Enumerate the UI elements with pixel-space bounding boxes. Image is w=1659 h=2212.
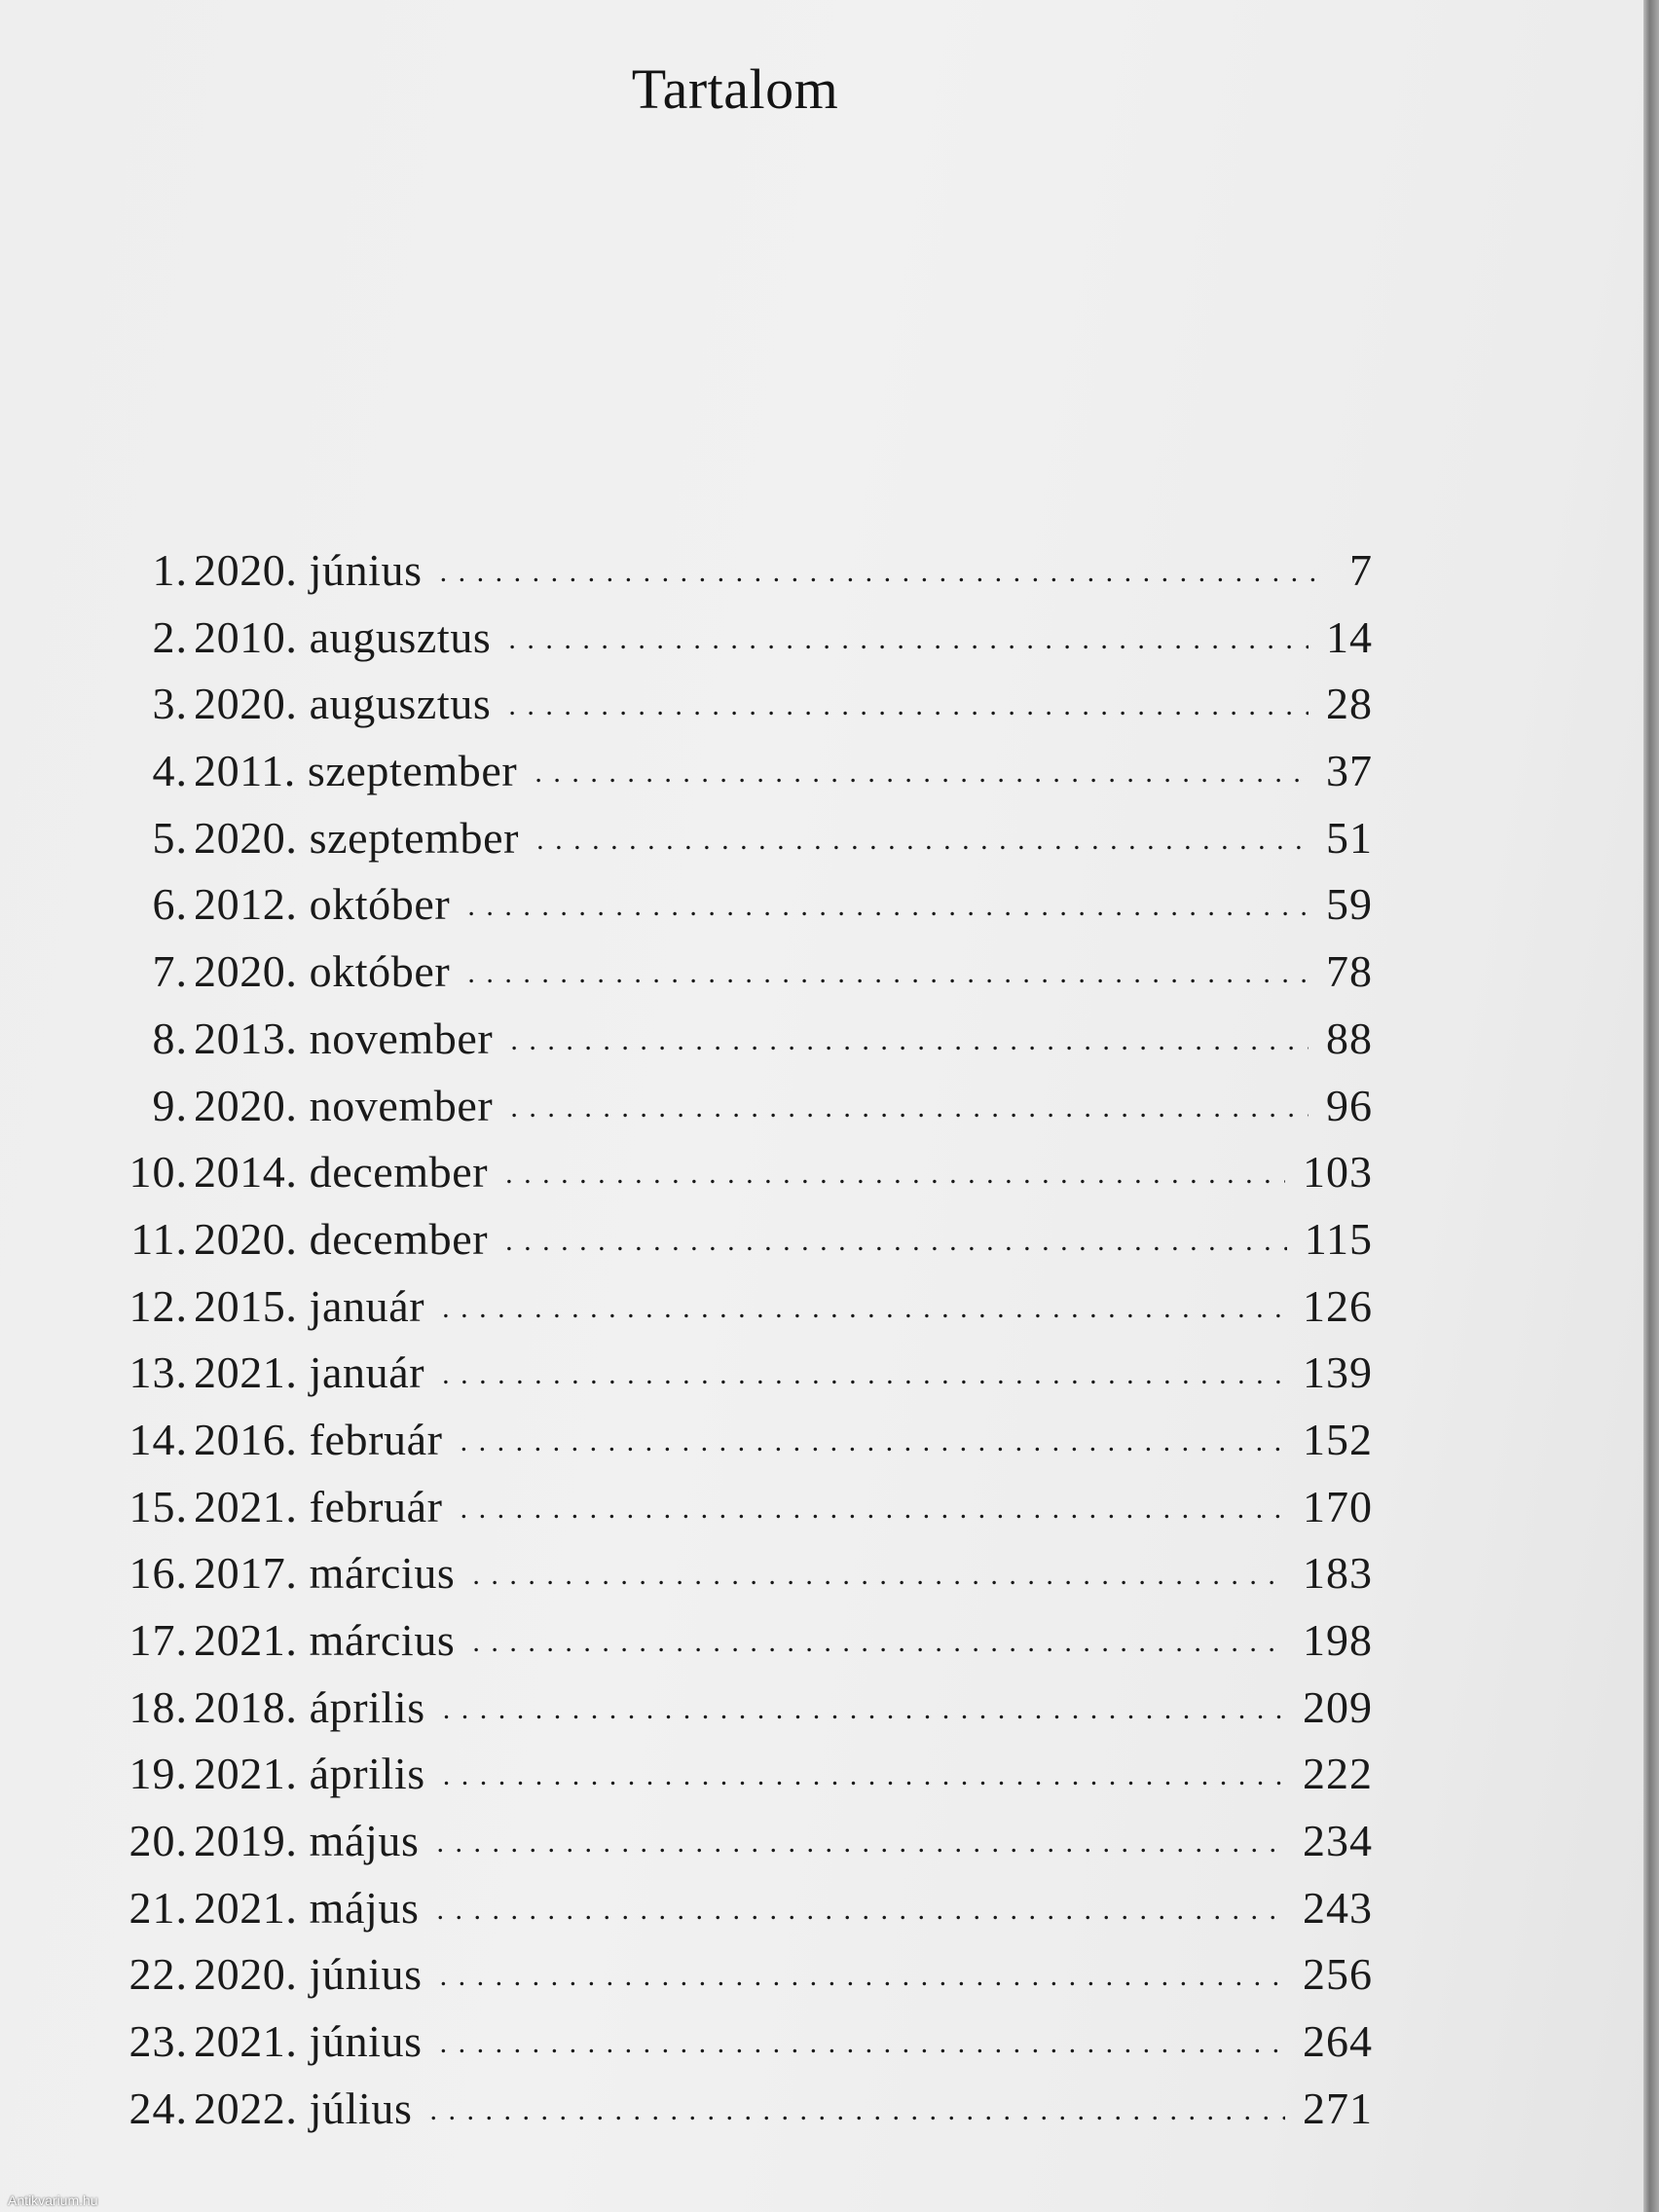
- entry-page-number: 115: [1304, 1213, 1373, 1264]
- dot-leader: [436, 1804, 1285, 1877]
- dot-leader: [443, 1737, 1285, 1810]
- page-edge-shadow: [1643, 0, 1659, 2212]
- entry-number: 4.: [152, 746, 188, 796]
- entry-title: 2021. március: [194, 1615, 456, 1665]
- entry-page-number: 78: [1326, 946, 1373, 997]
- entry-page-number: 51: [1326, 812, 1373, 863]
- dot-leader: [443, 1671, 1285, 1744]
- dot-leader: [442, 1336, 1285, 1409]
- entry-page-number: 183: [1303, 1548, 1373, 1599]
- entry-title: 2020. november: [194, 1080, 494, 1130]
- entry-page-number: 152: [1303, 1414, 1373, 1464]
- entry-number: 21.: [129, 1882, 188, 1933]
- entry-number: 19.: [129, 1749, 188, 1799]
- toc-entry: [122, 805, 1373, 872]
- entry-page-number: 222: [1303, 1749, 1373, 1799]
- entry-number: 6.: [152, 879, 188, 930]
- entry-title: 2021. február: [194, 1481, 443, 1531]
- toc-entry: [122, 1941, 1373, 2009]
- entry-title: 2020. szeptember: [194, 812, 520, 863]
- entry-page-number: 59: [1326, 879, 1373, 930]
- dot-leader: [429, 2072, 1285, 2145]
- entry-title: 2020. október: [194, 946, 451, 997]
- entry-title: 2020. augusztus: [194, 679, 492, 729]
- toc-entry: [122, 2009, 1373, 2076]
- entry-number: 15.: [129, 1481, 188, 1531]
- entry-title: 2020. június: [194, 1949, 423, 2000]
- entry-title: 2020. december: [194, 1213, 489, 1264]
- toc-entry: [122, 1540, 1373, 1607]
- entry-number: 14.: [129, 1414, 188, 1464]
- entry-title: 2014. december: [194, 1147, 489, 1198]
- entry-number: 5.: [152, 812, 188, 863]
- dot-leader: [510, 1069, 1309, 1142]
- dot-leader: [467, 935, 1309, 1008]
- entry-title: 2020. június: [194, 545, 423, 595]
- entry-title: 2021. június: [194, 2016, 423, 2067]
- toc-entry: [122, 1607, 1373, 1675]
- entry-title: 2012. október: [194, 879, 451, 930]
- entry-page-number: 28: [1326, 679, 1373, 729]
- entry-title: 2021. május: [194, 1882, 420, 1933]
- entry-number: 7.: [152, 946, 188, 997]
- entry-title: 2011. szeptember: [194, 746, 518, 796]
- entry-number: 23.: [129, 2016, 188, 2067]
- entry-page-number: 256: [1303, 1949, 1373, 2000]
- toc-entry: [122, 939, 1373, 1006]
- entry-page-number: 209: [1303, 1681, 1373, 1732]
- entry-page-number: 103: [1303, 1147, 1373, 1198]
- entry-page-number: 126: [1303, 1280, 1373, 1331]
- entry-number: 17.: [129, 1615, 188, 1665]
- entry-page-number: 139: [1303, 1347, 1373, 1398]
- toc-entry: [122, 1006, 1373, 1073]
- watermark: Antikvarium.hu: [8, 2193, 98, 2208]
- toc-entry: [122, 738, 1373, 805]
- entry-title: 2018. április: [194, 1681, 425, 1732]
- entry-page-number: 96: [1326, 1080, 1373, 1130]
- toc-entry: [122, 1741, 1373, 1808]
- toc-entry: [122, 1340, 1373, 1407]
- toc-entry: [122, 1073, 1373, 1140]
- dot-leader: [472, 1604, 1285, 1677]
- toc-entry: [122, 1206, 1373, 1273]
- entry-page-number: 243: [1303, 1882, 1373, 1933]
- entry-page-number: 14: [1326, 611, 1373, 662]
- entry-number: 22.: [129, 1949, 188, 2000]
- dot-leader: [461, 1470, 1285, 1543]
- dot-leader: [508, 667, 1309, 740]
- dot-leader: [505, 1202, 1287, 1275]
- dot-leader: [472, 1536, 1285, 1609]
- entry-number: 20.: [129, 1816, 188, 1866]
- entry-number: 11.: [130, 1213, 188, 1264]
- entry-page-number: 170: [1303, 1481, 1373, 1531]
- entry-page-number: 198: [1303, 1615, 1373, 1665]
- entry-title: 2013. november: [194, 1013, 494, 1063]
- entry-title: 2021. január: [194, 1347, 425, 1398]
- entry-number: 1.: [152, 545, 188, 595]
- toc-entry: [122, 605, 1373, 672]
- dot-leader: [505, 1135, 1285, 1208]
- entry-page-number: 234: [1303, 1816, 1373, 1866]
- entry-number: 24.: [129, 2083, 188, 2133]
- toc-entry: [122, 2076, 1373, 2143]
- toc-entry: [122, 871, 1373, 939]
- entry-title: 2022. július: [194, 2083, 413, 2133]
- entry-number: 3.: [152, 679, 188, 729]
- page-title: Tartalom: [631, 57, 839, 121]
- toc-entry: [122, 671, 1373, 738]
- toc-entry: [122, 1875, 1373, 1942]
- entry-title: 2010. augusztus: [194, 611, 492, 662]
- entry-number: 9.: [152, 1080, 188, 1130]
- toc-entry: [122, 1675, 1373, 1742]
- entry-page-number: 264: [1303, 2016, 1373, 2067]
- entry-number: 12.: [129, 1280, 188, 1331]
- entry-number: 2.: [152, 611, 188, 662]
- toc-entry: [122, 1273, 1373, 1341]
- entry-number: 16.: [129, 1548, 188, 1599]
- entry-number: 10.: [129, 1147, 188, 1198]
- entry-page-number: 271: [1303, 2083, 1373, 2133]
- entry-title: 2016. február: [194, 1414, 443, 1464]
- dot-leader: [461, 1403, 1285, 1476]
- dot-leader: [440, 2005, 1285, 2078]
- dot-leader: [535, 734, 1309, 807]
- dot-leader: [440, 534, 1316, 607]
- entry-title: 2015. január: [194, 1280, 425, 1331]
- toc-entry: [122, 1474, 1373, 1541]
- entry-page-number: 7: [1349, 545, 1373, 595]
- entry-title: 2019. május: [194, 1816, 420, 1866]
- entry-number: 18.: [129, 1681, 188, 1732]
- entry-number: 8.: [152, 1013, 188, 1063]
- dot-leader: [440, 1937, 1285, 2010]
- table-of-contents: [122, 537, 1373, 2143]
- dot-leader: [510, 1002, 1309, 1075]
- toc-entry: [122, 1139, 1373, 1206]
- entry-title: 2021. április: [194, 1749, 425, 1799]
- dot-leader: [467, 867, 1309, 940]
- dot-leader: [436, 1871, 1285, 1944]
- dot-leader: [536, 801, 1309, 874]
- entry-page-number: 37: [1326, 746, 1373, 796]
- toc-entry: [122, 1808, 1373, 1875]
- entry-page-number: 88: [1326, 1013, 1373, 1063]
- entry-number: 13.: [129, 1347, 188, 1398]
- dot-leader: [442, 1270, 1285, 1343]
- toc-entry: [122, 1407, 1373, 1474]
- entry-title: 2017. március: [194, 1548, 456, 1599]
- toc-entry: [122, 537, 1373, 605]
- dot-leader: [508, 601, 1309, 674]
